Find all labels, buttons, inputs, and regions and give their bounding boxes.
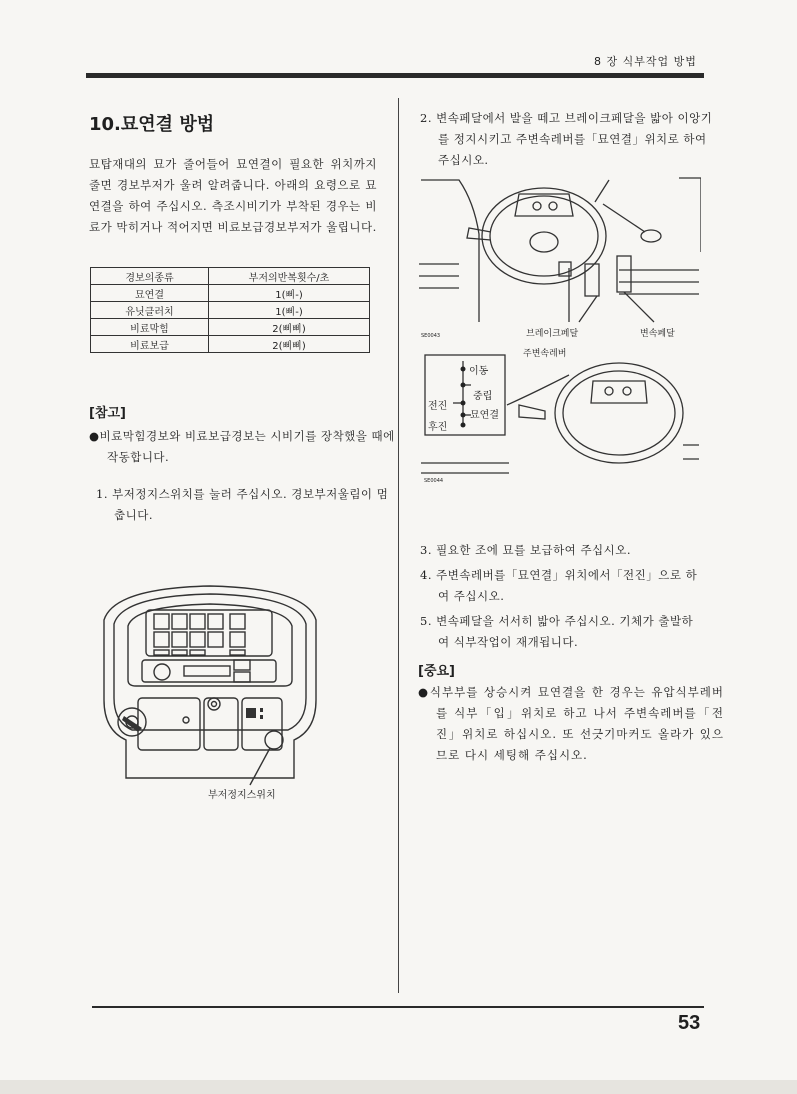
table-header-cell: 부저의반복횟수/초	[209, 268, 370, 285]
figure-code: SE0044	[424, 478, 444, 484]
column-divider	[398, 98, 399, 993]
lever-position-reverse: 후진	[428, 422, 448, 433]
dashboard-panel-illustration	[94, 580, 326, 800]
table-cell: 유닛클러치	[91, 302, 209, 319]
step-4: 4. 주변속레버를「묘연결」위치에서「전진」으로 하여 주십시오.	[420, 568, 698, 603]
steering-pedal-illustration	[419, 172, 701, 342]
footer-rule	[92, 1006, 704, 1008]
table-header-cell: 경보의종류	[91, 268, 209, 285]
table-cell: 2(삐삐)	[209, 319, 370, 336]
alarm-table	[90, 267, 370, 353]
table-cell: 비료보급	[91, 336, 209, 353]
note-heading: [참고]	[89, 406, 126, 421]
lever-position-neutral: 중립	[473, 391, 493, 402]
lever-position-move: 이동	[469, 366, 489, 377]
note-text: ●비료막힘경보와 비료보급경보는 시비기를 장착했을 때에 작동합니다.	[89, 429, 395, 464]
step-3: 3. 필요한 조에 묘를 보급하여 주십시오.	[420, 543, 632, 557]
table-cell: 1(삐-)	[209, 302, 370, 319]
brake-pedal-label: 브레이크페달	[526, 329, 579, 339]
lever-position-seedling: 묘연결	[470, 410, 499, 421]
lever-position-forward: 전진	[428, 401, 448, 412]
important-text: ●식부부를 상승시켜 묘연결을 한 경우는 유압식부레버를 식부「입」위치로 하고 나서 주변속레버를「전진」위치로 하십시오. 또 선긋기마커도 올라가 있으므로 다시 세팅해 주십시오.	[418, 685, 724, 762]
steps-list	[420, 540, 704, 657]
step-5: 5. 변속페달을 서서히 밟아 주십시오. 기체가 출발하여 식부작업이 재개됩니다.	[420, 614, 694, 649]
table-row	[91, 302, 370, 319]
table-cell: 비료막힘	[91, 319, 209, 336]
table-row	[91, 285, 370, 302]
chapter-header: 8 장 식부작업 방법	[594, 55, 697, 68]
table-row	[91, 319, 370, 336]
scan-edge	[0, 1080, 797, 1094]
buzzer-stop-switch-caption: 부저정지스위치	[208, 790, 276, 801]
step-2: 2. 변속페달에서 발을 떼고 브레이크페달을 밟아 이앙기를 정지시키고 주변속레버를「묘연결」위치로 하여 주십시오.	[420, 111, 713, 167]
table-cell: 1(삐-)	[209, 285, 370, 302]
header-rule	[86, 73, 704, 78]
table-header-row	[91, 268, 370, 285]
important-heading: [중요]	[418, 664, 455, 679]
main-shift-lever-illustration	[419, 345, 701, 483]
section-title: 10.묘연결 방법	[89, 114, 215, 135]
intro-paragraph: 묘탑재대의 묘가 줄어들어 묘연결이 필요한 위치까지 줄면 경보부저가 울려 알려줍니다. 아래의 요령으로 묘연결을 하여 주십시오. 측조시비기가 부착된 경우는 비료가 막히거나 적어지면 비료보급경보부저가 울립니다.	[89, 157, 377, 234]
figure-code: SE0043	[421, 333, 441, 339]
step-1: 1. 부저정지스위치를 눌러 주십시오. 경보부저울림이 멈춥니다.	[96, 487, 389, 522]
page-number: 53	[678, 1012, 701, 1034]
table-cell: 2(삐삐)	[209, 336, 370, 353]
table-cell: 묘연결	[91, 285, 209, 302]
shift-pedal-label: 변속페달	[640, 329, 675, 339]
main-shift-lever-title: 주변속레버	[521, 346, 568, 359]
table-row	[91, 336, 370, 353]
